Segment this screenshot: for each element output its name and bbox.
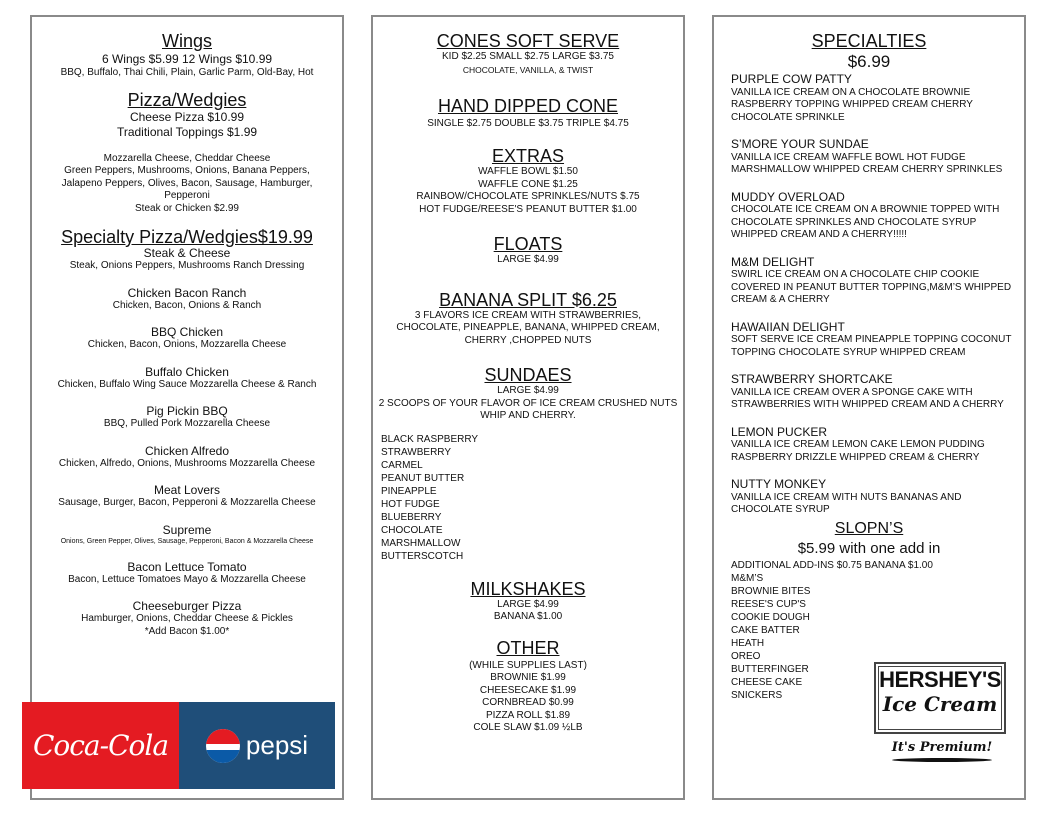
toppings-line: Mozzarella Cheese, Cheddar Cheese (103, 152, 271, 164)
specialties-list (714, 73, 1024, 517)
sundaes-line: WHIP AND CHERRY. (480, 410, 576, 421)
other-heading: OTHER (496, 637, 560, 658)
extras-heading: EXTRAS (491, 146, 565, 166)
floats-heading: FLOATS (493, 234, 563, 254)
wings-flavors: BBQ, Buffalo, Thai Chili, Plain, Garlic Parm, Old-Bay, Hot (60, 67, 314, 78)
pepsi-logo-text: pepsi (245, 730, 309, 760)
extras-line: WAFFLE CONE $1.25 (478, 178, 578, 190)
specialty-desc-line: CHOCOLATE SPRINKLE (731, 111, 845, 123)
specialty-desc-line: VANILLA ICE CREAM ON A CHOCOLATE BROWNIE (731, 86, 971, 98)
cones-flavors: CHOCOLATE, VANILLA, & TWIST (462, 64, 594, 75)
specialty-item-name: Chicken Bacon Ranch (127, 285, 247, 300)
addin-item: BUTTERFINGER (731, 663, 809, 675)
specialties-heading: SPECIALTIES (811, 31, 927, 51)
specialty-item-name: Steak & Cheese (143, 246, 231, 260)
specialty-name: NUTTY MONKEY (731, 477, 827, 491)
hand-dipped-heading: HAND DIPPED CONE (437, 95, 619, 116)
addins-price-line: ADDITIONAL ADD-INS $0.75 BANANA $1.00 (731, 559, 933, 571)
sundae-flavor: MARSHMALLOW (381, 537, 461, 549)
soda-logos (22, 702, 335, 789)
other-line: COLE SLAW $1.09 ½LB (473, 722, 583, 733)
sundae-flavor: BLUEBERRY (381, 511, 442, 523)
specialty-desc-line: TOPPING CHOCOLATE SYRUP WHIPPED CREAM (731, 346, 966, 358)
coca-cola-logo-text: Coca-Cola (32, 729, 169, 762)
slopns-heading: SLOPN’S (834, 519, 904, 537)
milkshakes-line: BANANA $1.00 (493, 611, 563, 622)
sundae-flavor: BUTTERSCOTCH (381, 550, 464, 562)
specialty-item-desc: Chicken, Bacon, Onions & Ranch (112, 299, 262, 311)
specialty-item-desc: Steak, Onions Peppers, Mushrooms Ranch Dressing (69, 260, 305, 271)
banana-split-heading: BANANA SPLIT $6.25 (439, 289, 617, 310)
specialty-name: M&M DELIGHT (731, 254, 815, 269)
toppings-line: Steak or Chicken $2.99 (135, 202, 239, 214)
extras-line: HOT FUDGE/REESE'S PEANUT BUTTER $1.00 (419, 203, 637, 215)
sundaes-price: LARGE $4.99 (497, 385, 559, 396)
hersheys-tagline: It's Premium! (891, 740, 993, 755)
hersheys-swoosh (892, 758, 992, 762)
floats-price: LARGE $4.99 (497, 254, 559, 265)
specialty-item-name: Bacon Lettuce Tomato (127, 559, 247, 574)
specialty-item-desc: Chicken, Alfredo, Onions, Mushrooms Mozzarella Cheese (58, 457, 316, 469)
specialty-item-name: Supreme (162, 522, 212, 537)
addin-item: BROWNIE BITES (731, 585, 811, 597)
specialties-price: $6.99 (847, 52, 891, 71)
specialty-item-name: Pig Pickin BBQ (146, 404, 228, 418)
hersheys-logo-line1: HERSHEY'S (879, 667, 1001, 692)
specialty-pizza-heading: Specialty Pizza/Wedgies$19.99 (61, 227, 313, 247)
sundae-flavor: CHOCOLATE (381, 524, 443, 536)
addin-item: SNICKERS (731, 689, 783, 701)
menu-panel-food (30, 15, 344, 800)
specialty-item-name: Chicken Alfredo (144, 443, 230, 458)
specialty-desc-line: STRAWBERRIES WITH WHIPPED CREAM AND A CHERRY (731, 399, 1004, 410)
milkshakes-heading: MILKSHAKES (470, 578, 586, 599)
sundae-flavor: HOT FUDGE (381, 498, 440, 510)
other-line: CHEESECAKE $1.99 (479, 684, 577, 696)
specialty-desc-line: VANILLA ICE CREAM WAFFLE BOWL HOT FUDGE (731, 151, 966, 163)
sundae-flavor-list (381, 433, 683, 563)
specialty-item-desc: Onions, Green Pepper, Olives, Sausage, Pepperoni, Bacon & Mozzarella Cheese (60, 537, 314, 545)
sundaes-line: 2 SCOOPS OF YOUR FLAVOR OF ICE CREAM CRUSHED NUTS (378, 397, 678, 409)
specialty-name: S’MORE YOUR SUNDAE (731, 137, 869, 151)
specialty-desc-line: CHOCOLATE ICE CREAM ON A BROWNIE TOPPED WITH (731, 204, 1000, 215)
other-line: BROWNIE $1.99 (490, 672, 566, 683)
specialty-desc-line: VANILLA ICE CREAM WITH NUTS BANANAS AND (731, 491, 962, 503)
cones-heading: CONES SOFT SERVE (436, 31, 620, 51)
specialty-desc-line: SOFT SERVE ICE CREAM PINEAPPLE TOPPING COCONUT (731, 334, 1012, 345)
pepsi-logo (179, 702, 335, 789)
other-line: (WHILE SUPPLIES LAST) (469, 659, 587, 671)
specialty-item-desc: Chicken, Buffalo Wing Sauce Mozzarella Cheese & Ranch (57, 378, 317, 390)
toppings-line: Jalapeno Peppers, Olives, Bacon, Sausage, Hamburger, (61, 177, 313, 189)
sundae-flavor: CARMEL (381, 459, 423, 471)
sundae-flavor: PINEAPPLE (381, 485, 437, 497)
sundae-flavor: PEANUT BUTTER (381, 472, 465, 484)
coca-cola-logo (22, 702, 179, 789)
pizza-price: Cheese Pizza $10.99 (129, 109, 245, 124)
specialty-desc-line: RASPBERRY TOPPING WHIPPED CREAM CHERRY (731, 99, 973, 110)
specialty-item-desc: Chicken, Bacon, Onions, Mozzarella Cheese (87, 339, 287, 350)
specialty-desc-line: CHOCOLATE SPRINKLES AND CHOCOLATE SYRUP (731, 216, 977, 228)
specialty-item-desc: Hamburger, Onions, Cheddar Cheese & Pickles (81, 613, 293, 624)
cones-prices: KID $2.25 SMALL $2.75 LARGE $3.75 (442, 51, 614, 62)
extras-line: RAINBOW/CHOCOLATE SPRINKLES/NUTS $.75 (416, 191, 640, 202)
specialty-desc-line: MARSHMALLOW WHIPPED CREAM CHERRY SPRINKLES (731, 164, 1003, 175)
sundaes-heading: SUNDAES (484, 365, 572, 385)
specialty-item-name: Meat Lovers (153, 483, 221, 497)
addin-item: M&M’S (731, 572, 764, 584)
specialty-item-desc: Sausage, Burger, Bacon, Pepperoni & Mozzarella Cheese (58, 497, 316, 508)
specialty-name: MUDDY OVERLOAD (731, 189, 845, 204)
specialty-desc-line: COVERED IN PEANUT BUTTER TOPPING,M&M’S WHIPPED (731, 281, 1012, 293)
addin-item: COOKIE DOUGH (731, 611, 810, 623)
specialty-name: HAWAIIAN DELIGHT (731, 319, 845, 334)
hand-dipped-prices: SINGLE $2.75 DOUBLE $3.75 TRIPLE $4.75 (427, 117, 629, 129)
pepsi-globe-icon (206, 729, 240, 763)
specialty-item-name: BBQ Chicken (150, 325, 224, 339)
menu-panel-specialties (712, 15, 1026, 800)
addin-item: HEATH (731, 637, 765, 649)
hersheys-logo-line2: Ice Cream (882, 692, 998, 716)
hersheys-logo (874, 662, 1006, 734)
specialty-name: LEMON PUCKER (731, 424, 828, 439)
toppings-line: Pepperoni (164, 190, 210, 201)
specialty-desc-line: CREAM & A CHERRY (731, 294, 830, 305)
toppings-line: Green Peppers, Mushrooms, Onions, Banana Peppers, (64, 165, 310, 176)
specialty-desc-line: VANILLA ICE CREAM OVER A SPONGE CAKE WITH (731, 386, 973, 398)
specialty-desc-line: RASPBERRY DRIZZLE WHIPPED CREAM & CHERRY (731, 451, 980, 463)
specialty-desc-line: CHOCOLATE SYRUP (731, 504, 830, 515)
specialty-name: STRAWBERRY SHORTCAKE (731, 372, 893, 386)
specialty-pizza-list (32, 247, 342, 638)
addin-item: CAKE BATTER (731, 624, 800, 636)
specialty-desc-line: WHIPPED CREAM AND A CHERRY!!!!! (731, 229, 907, 240)
specialty-name: PURPLE COW PATTY (731, 72, 852, 86)
wings-prices: 6 Wings $5.99 12 Wings $10.99 (101, 52, 273, 66)
addin-item: REESE'S CUP'S (731, 598, 806, 610)
slopns-price: $5.99 with one add in (797, 539, 941, 557)
sundae-flavor: STRAWBERRY (381, 446, 452, 458)
addin-item: OREO (731, 650, 761, 662)
specialty-item-name: Buffalo Chicken (145, 364, 229, 379)
specialty-item-desc: Bacon, Lettuce Tomatoes Mayo & Mozzarella Cheese (68, 573, 306, 585)
banana-split-line: CHOCOLATE, PINEAPPLE, BANANA, WHIPPED CREAM, (396, 322, 660, 333)
addin-item: CHEESE CAKE (731, 676, 803, 688)
menu-panel-ice-cream (371, 15, 685, 800)
banana-split-line: CHERRY ,CHOPPED NUTS (464, 334, 592, 346)
milkshakes-line: LARGE $4.99 (497, 598, 559, 610)
pizza-heading: Pizza/Wedgies (127, 89, 247, 110)
extras-line: WAFFLE BOWL $1.50 (478, 166, 578, 177)
wings-heading: Wings (161, 31, 212, 51)
other-line: CORNBREAD $0.99 (482, 697, 574, 708)
specialty-item-desc: BBQ, Pulled Pork Mozzarella Cheese (103, 418, 271, 429)
sundae-flavor: BLACK RASPBERRY (381, 433, 479, 445)
toppings-price: Traditional Toppings $1.99 (116, 124, 258, 139)
add-bacon-note: *Add Bacon $1.00* (144, 625, 230, 637)
specialty-item-name: Cheeseburger Pizza (132, 599, 242, 613)
toppings-list (32, 153, 342, 216)
other-line: PIZZA ROLL $1.89 (485, 709, 571, 721)
specialty-desc-line: VANILLA ICE CREAM LEMON CAKE LEMON PUDDING (731, 439, 985, 450)
banana-split-line: 3 FLAVORS ICE CREAM WITH STRAWBERRIES, (414, 309, 642, 321)
specialty-desc-line: SWIRL ICE CREAM ON A CHOCOLATE CHIP COOKIE (731, 269, 980, 280)
